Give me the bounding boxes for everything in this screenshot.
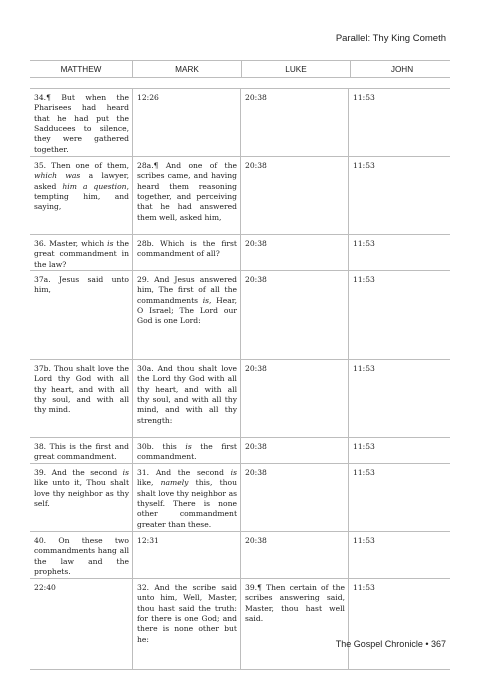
cell-mark: 12:31 xyxy=(132,532,240,578)
column-header-john: JOHN xyxy=(350,61,453,77)
cell-luke: 20:38 xyxy=(240,438,348,463)
column-header-mark: MARK xyxy=(132,61,241,77)
cell-john: 11:53 xyxy=(348,532,450,578)
table-row xyxy=(30,235,450,271)
cell-john: 11:53 xyxy=(348,579,450,669)
cell-matthew: 39. And the second is like unto it, Thou shalt love thy neighbor as thy self. xyxy=(34,468,129,509)
cell-luke: 20:38 xyxy=(240,271,348,359)
cell-john: 11:53 xyxy=(348,89,450,156)
cell-luke: 20:38 xyxy=(240,89,348,156)
table-row xyxy=(30,89,450,157)
table-row xyxy=(30,438,450,464)
cell-matthew: 35. Then one of them, which was a lawyer, asked him a question, tempting him, and saying, xyxy=(34,161,129,212)
column-headers xyxy=(30,60,450,78)
cell-luke: 20:38 xyxy=(240,235,348,270)
page-footer: The Gospel Chronicle • 367 xyxy=(335,639,446,649)
cell-john: 11:53 xyxy=(348,464,450,531)
table-row xyxy=(30,360,450,438)
cell-matthew: 40. On these two commandments hang all the law and the prophets. xyxy=(34,536,129,577)
cell-mark: 29. And Jesus answered him, The first of all the commandments is, Hear, O Israel; The Lord our God is one Lord: xyxy=(132,271,240,359)
cell-matthew: 22:40 xyxy=(34,583,56,592)
cell-matthew: 37b. Thou shalt love the Lord thy God with all thy heart, and with all thy soul, and with all thy mind. xyxy=(34,364,129,415)
cell-luke: 20:38 xyxy=(240,464,348,531)
cell-luke: 39.¶ Then certain of the scribes answering said, Master, thou hast well said. xyxy=(240,579,348,669)
cell-john: 11:53 xyxy=(348,157,450,234)
table-row xyxy=(30,157,450,235)
cell-luke: 20:38 xyxy=(240,532,348,578)
cell-matthew: 38. This is the first and great commandment. xyxy=(34,442,129,462)
cell-mark: 12:26 xyxy=(132,89,240,156)
cell-matthew: 36. Master, which is the great commandment in the law? xyxy=(34,239,129,269)
cell-mark: 30a. And thou shalt love the Lord thy God with all thy heart, and with all thy soul, and with all thy mind, and with all thy strength: xyxy=(132,360,240,437)
cell-john: 11:53 xyxy=(348,235,450,270)
column-header-matthew: MATTHEW xyxy=(60,64,102,74)
cell-john: 11:53 xyxy=(348,360,450,437)
column-header-luke: LUKE xyxy=(241,61,350,77)
cell-luke: 20:38 xyxy=(240,360,348,437)
table-row xyxy=(30,579,450,670)
table-row xyxy=(30,464,450,532)
cell-mark: 31. And the second is like, namely this, thou shalt love thy neighbor as thyself. There is none other commandment greater than these. xyxy=(132,464,240,531)
cell-matthew: 34.¶ But when the Pharisees had heard that he had put the Sadducees to silence, they were gathered together. xyxy=(34,93,129,154)
cell-luke: 20:38 xyxy=(240,157,348,234)
cell-mark: 32. And the scribe said unto him, Well, Master, thou hast said the truth: for there is one God; and there is none other but he: xyxy=(132,579,240,669)
cell-john: 11:53 xyxy=(348,438,450,463)
cell-john: 11:53 xyxy=(348,271,450,359)
page-header: Parallel: Thy King Cometh xyxy=(335,33,446,44)
cell-mark: 30b. this is the first commandment. xyxy=(132,438,240,463)
table-row xyxy=(30,271,450,360)
parallel-table xyxy=(30,88,450,670)
cell-mark: 28a.¶ And one of the scribes came, and having heard them reasoning together, and perceiving that he had answered them well, asked him, xyxy=(132,157,240,234)
table-row xyxy=(30,532,450,579)
cell-matthew: 37a. Jesus said unto him, xyxy=(34,275,129,295)
cell-mark: 28b. Which is the first commandment of all? xyxy=(132,235,240,270)
